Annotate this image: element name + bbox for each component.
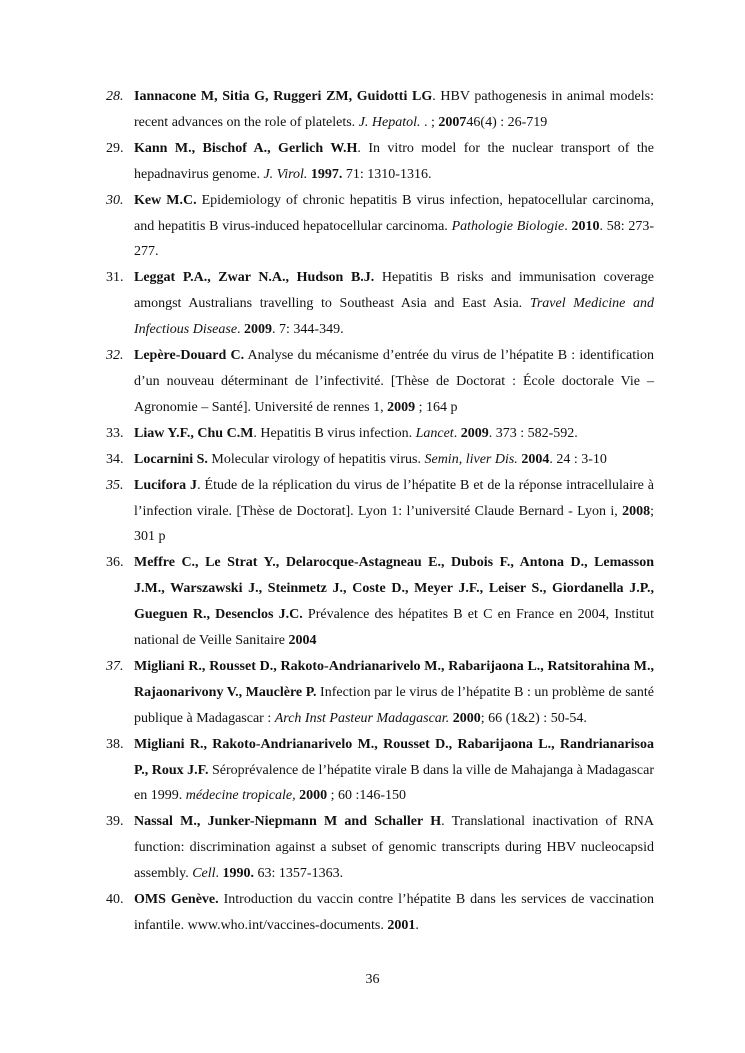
reference-authors: 2004 (288, 633, 317, 649)
reference-text: . Étude de la réplication du virus de l’hépatite B et de la réponse intracellulaire à l’infection virale. [Thèse de Doctorat]. Lyon 1: l’université Claude Bernard - Lyon i, (134, 477, 654, 519)
reference-number: 36. (106, 555, 124, 571)
reference-journal: Lancet (415, 425, 454, 441)
reference-authors: 2008 (622, 503, 651, 519)
reference-journal: Semin, liver Dis. (424, 451, 518, 467)
reference-text: Séroprévalence de l’hépatite virale B dans la ville de Mahajanga à Madagascar en 1999. (134, 762, 654, 804)
reference-authors: 1990. (222, 866, 255, 882)
reference-authors: Kann M., Bischof A., Gerlich W.H (134, 140, 358, 156)
reference-number: 32. (106, 348, 124, 364)
reference-text: Prévalence des hépatites B et C en France en 2004, Institut national de Veille Sanitaire (134, 607, 654, 649)
reference-text: ; 301 p (134, 503, 654, 545)
reference-number: 28. (106, 89, 124, 104)
reference-text: . Translational inactivation of RNA function: discrimination against a subset of genomic transcripts during HBV nucleocapsid assembly. (134, 814, 654, 882)
reference-entry (106, 550, 654, 654)
reference-entry (106, 447, 654, 473)
reference-text: 71: 1310-1316. (342, 166, 432, 182)
reference-entry (106, 654, 654, 732)
reference-number: 29. (106, 140, 124, 156)
reference-entry (106, 188, 654, 266)
reference-text: Epidemiology of chronic hepatitis B virus infection, hepatocellular carcinoma, and hepatitis B virus-induced hepatocellular carcinoma. (134, 192, 654, 234)
reference-journal: J. Hepatol. (358, 114, 421, 130)
reference-list (106, 84, 654, 939)
reference-authors: Kew M.C. (134, 192, 197, 208)
page-number: 36 (365, 972, 380, 987)
reference-text: . Hepatitis B virus infection. (253, 425, 416, 441)
reference-text: . 7: 344-349. (272, 322, 344, 338)
reference-authors: 2007 (438, 114, 467, 130)
reference-text: . (453, 425, 461, 441)
reference-authors: Locarnini S. (134, 451, 208, 467)
reference-authors: Iannacone M, Sitia G, Ruggeri ZM, Guidotti LG (134, 89, 433, 104)
reference-text: ; 66 (1&2) : 50-54. (480, 710, 587, 726)
reference-authors: 1997. (310, 166, 343, 182)
reference-text: . 24 : 3-10 (549, 451, 607, 467)
reference-text: . (564, 218, 572, 234)
reference-authors: Nassal M., Junker-Niepmann M and Schaller H (134, 814, 442, 830)
reference-authors: Migliani R., Rousset D., Rakoto-Andrianarivelo M., Rabarijaona L., Ratsitorahina M., Rajaonarivony V., Mauclère P. (134, 658, 654, 700)
reference-authors: OMS Genève. (134, 892, 219, 908)
reference-entry (106, 265, 654, 343)
reference-entry (106, 421, 654, 447)
reference-authors: 2004 (521, 451, 550, 467)
reference-authors: 2009 (244, 322, 273, 338)
reference-text: ; 164 p (415, 399, 458, 415)
reference-number: 34. (106, 451, 124, 467)
reference-authors: 2009 (460, 425, 489, 441)
reference-entry (106, 343, 654, 421)
reference-text: . 373 : 582-592. (488, 425, 578, 441)
reference-entry (106, 887, 654, 939)
reference-text: . HBV pathogenesis in animal models: recent advances on the role of platelets. (134, 89, 654, 130)
reference-journal: Travel Medicine and Infectious Disease (134, 296, 654, 338)
reference-authors: Liaw Y.F., Chu C.M (134, 425, 254, 441)
reference-text: 63: 1357-1363. (254, 866, 344, 882)
reference-journal: médecine tropicale, (185, 788, 296, 804)
reference-text: . (237, 322, 245, 338)
reference-number: 38. (106, 736, 124, 752)
reference-text: . (215, 866, 223, 882)
reference-number: 35. (106, 477, 124, 493)
reference-text: . In vitro model for the nuclear transport of the hepadnavirus genome. (134, 140, 654, 182)
reference-authors: 2010 (571, 218, 600, 234)
reference-text: . (415, 918, 419, 933)
reference-number: 39. (106, 814, 124, 830)
reference-journal: J. Virol. (263, 166, 308, 182)
reference-text: . ; (420, 114, 439, 130)
reference-entry (106, 136, 654, 188)
reference-text: ; 60 :146-150 (327, 788, 407, 804)
reference-authors: Lucifora J (134, 477, 198, 493)
reference-authors: 2009 (387, 399, 416, 415)
reference-text: 46(4) : 26-719 (466, 114, 548, 130)
reference-text: . 58: 273-277. (134, 218, 654, 260)
reference-text: Hepatitis B risks and immunisation coverage amongst Australians travelling to Southeast Asia and East Asia. (134, 270, 654, 312)
reference-number: 37. (106, 658, 124, 674)
reference-authors: Lepère-Douard C. (134, 348, 245, 364)
reference-authors: Meffre C., Le Strat Y., Delarocque-Astagneau E., Dubois F., Antona D., Lemasson J.M., Warszawski J., Steinmetz J., Coste D., Meyer J.F., Leiser S., Giordanella J.P., Gueguen R., Desenclos J.C. (134, 555, 654, 623)
reference-journal: Arch Inst Pasteur Madagascar. (274, 710, 450, 726)
reference-authors: 2000 (299, 788, 328, 804)
reference-number: 33. (106, 425, 124, 441)
reference-authors: 2001 (387, 918, 416, 933)
reference-authors: 2000 (452, 710, 481, 726)
reference-entry (106, 473, 654, 551)
reference-authors: Leggat P.A., Zwar N.A., Hudson B.J. (134, 270, 375, 286)
reference-entry (106, 84, 654, 136)
reference-text: Molecular virology of hepatitis virus. (207, 451, 425, 467)
reference-text: Analyse du mécanisme d’entrée du virus de l’hépatite B : identification d’un nouveau déterminant de l’infectivité. [Thèse de Doctorat : École doctorale Vie – Agronomie – Santé]. Université de rennes 1, (134, 348, 654, 415)
reference-entry (106, 809, 654, 887)
reference-number: 30. (106, 192, 124, 208)
reference-authors: Migliani R., Rakoto-Andrianarivelo M., Rousset D., Rabarijaona L., Randrianarisoa P., Roux J.F. (134, 736, 654, 778)
reference-journal: Cell (192, 866, 216, 882)
reference-text: Introduction du vaccin contre l’hépatite B dans les services de vaccination infantile. www.who.int/vaccines-documents. (134, 892, 654, 933)
reference-entry (106, 732, 654, 810)
reference-number: 40. (106, 892, 124, 908)
reference-journal: Pathologie Biologie (451, 218, 565, 234)
reference-text: Infection par le virus de l’hépatite B : un problème de santé publique à Madagascar : (134, 684, 654, 726)
reference-number: 31. (106, 270, 124, 286)
